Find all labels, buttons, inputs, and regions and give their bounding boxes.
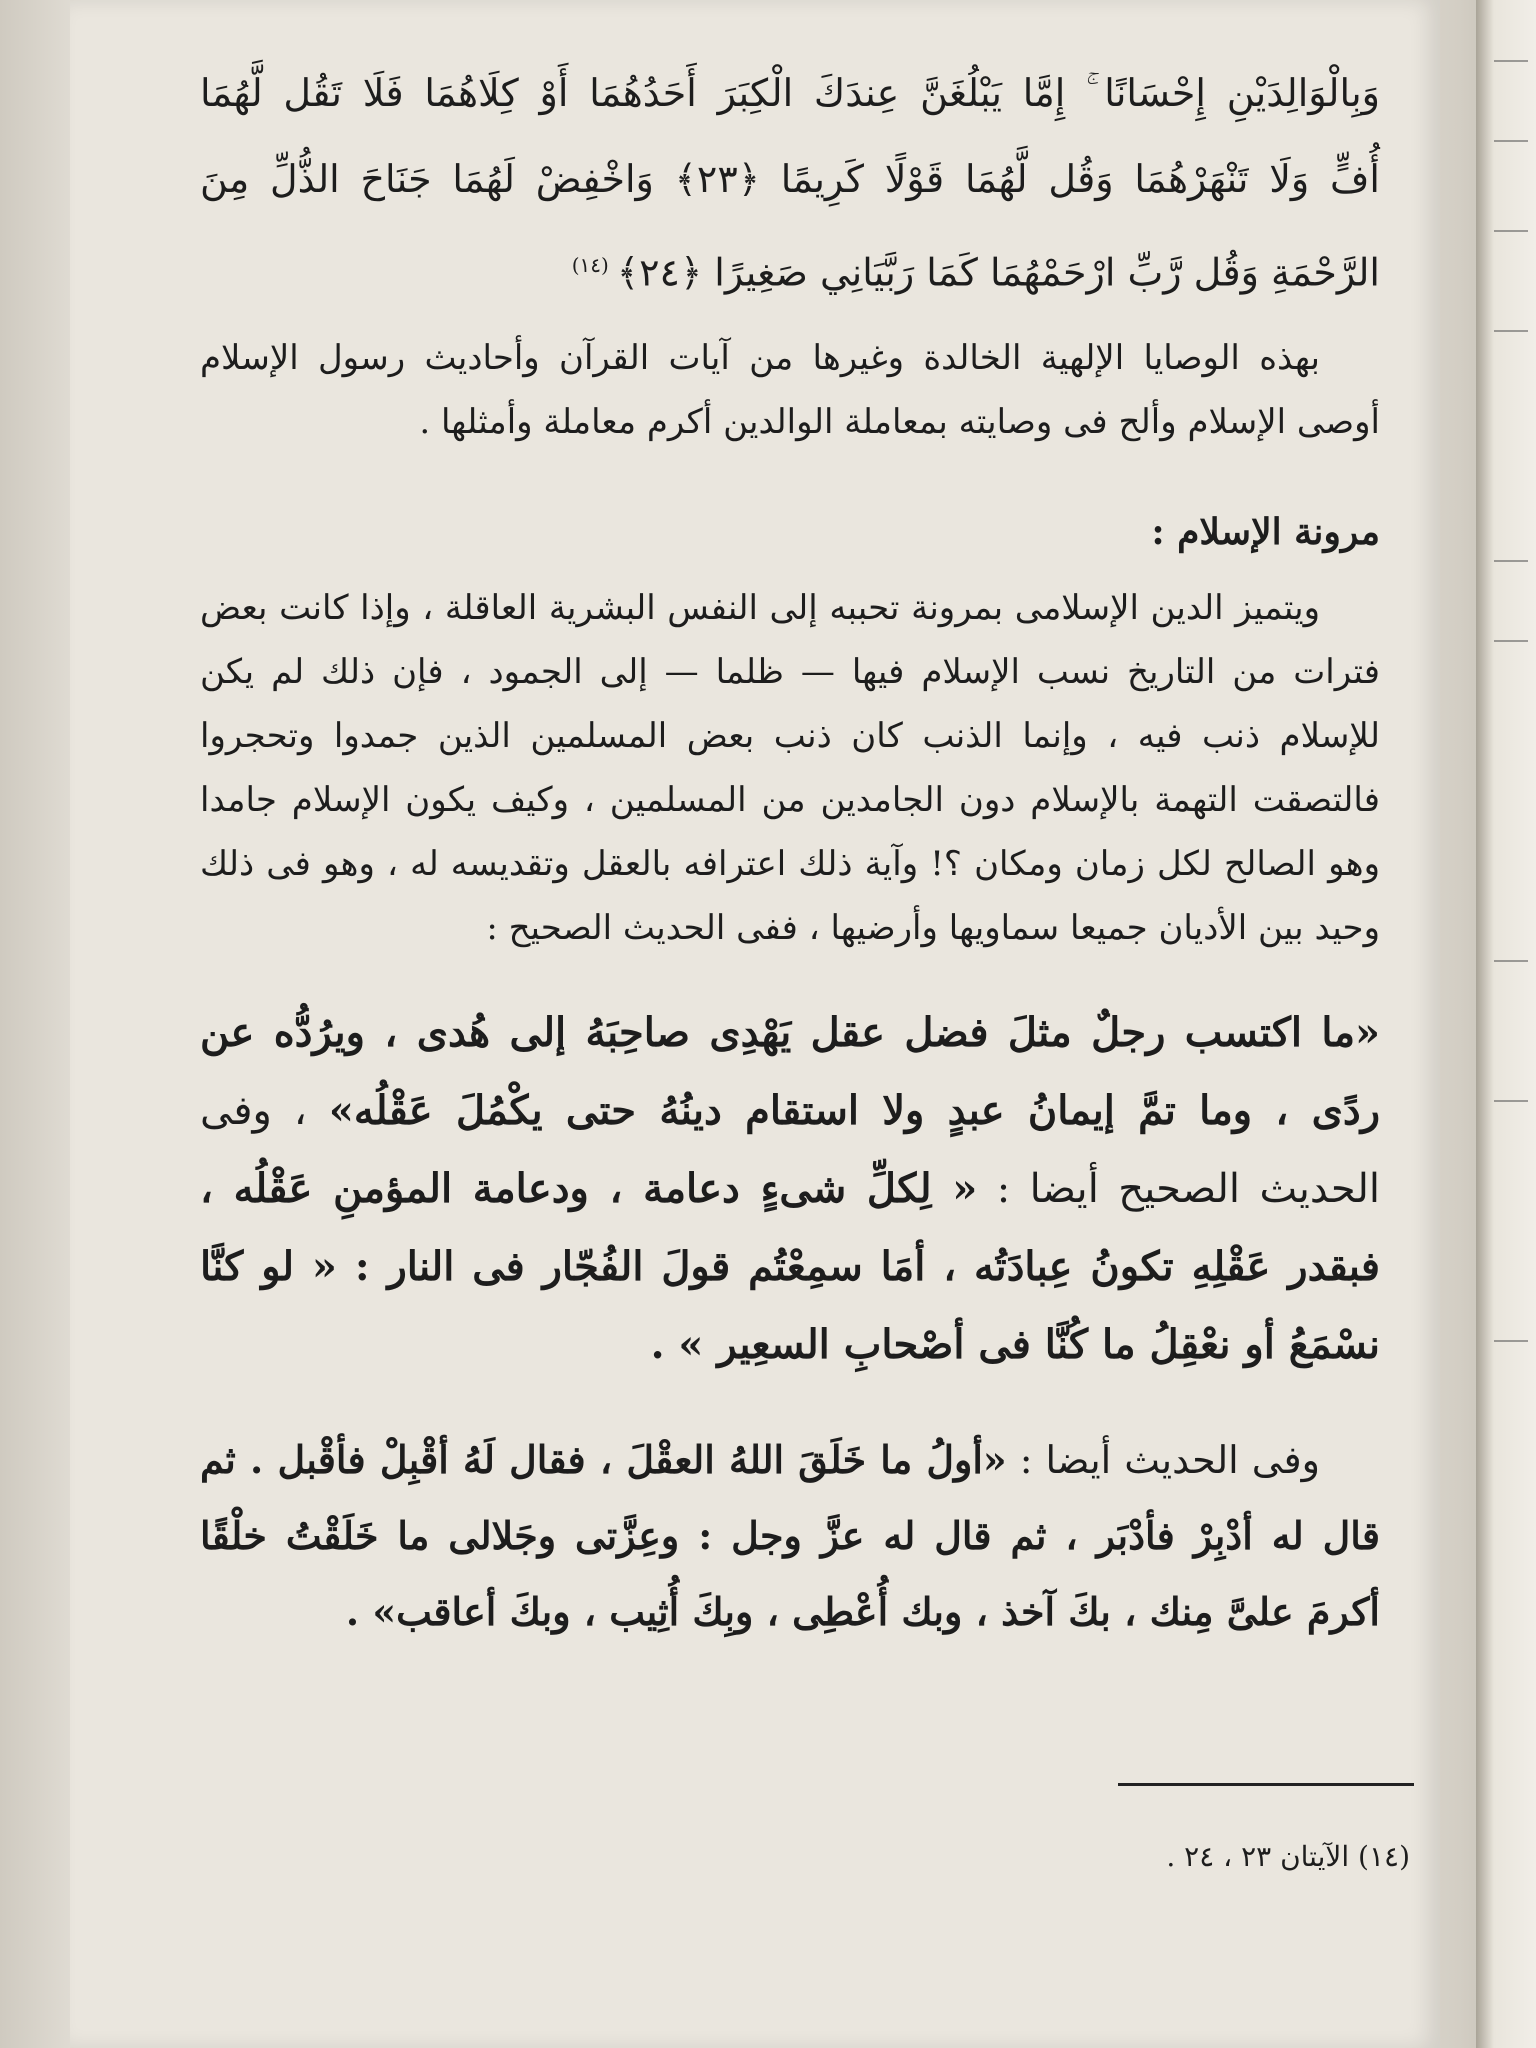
page-text — [200, 50, 1380, 1650]
hadith-quote: «أولُ ما خَلَقَ اللهُ العقْلَ ، فقال لَهُ أقْبِلْ فأقْبل . ثم قال له أدْبِرْ فأدْبَر ، ثم قال له عزَّ وجل : وعِزَّتى وجَلالى ما خَلَقْتُ خلْقًا أكرمَ علىَّ مِنك ، بكَ آخذ ، وبك أُعْطِى ، وبِكَ أُثِيب ، وبكَ أعاقب» . — [200, 1436, 1380, 1634]
handwriting-mark — [1494, 60, 1528, 62]
verse-line — [200, 222, 1380, 316]
hadith-lead: وفى الحديث أيضا : — [1019, 1437, 1320, 1482]
hadith-quote: « لِكلِّ شىءٍ دعامة ، ودعامة المؤمنِ عَقْلُه ، فبقدر عَقْلِهِ تكونُ عِبادَتُه ، أمَا سمِعْتُم قولَ الفُجّار فى النار : « لو كنَّا نسْمَعُ أو نعْقِلُ ما كُنَّا فى أصْحابِ السعِير » . — [200, 1164, 1380, 1368]
hadith-quote: «ما اكتسب رجلٌ مثلَ فضل عقل يَهْدِى صاحِبَهُ إلى هُدى ، ويرُدُّه عن ردًى ، وما تمَّ إيمانُ عبدٍ ولا استقام دينُهُ حتى يكْمُلَ عَقْلُه» — [200, 1008, 1381, 1134]
section-heading: مرونة الإسلام : — [1151, 510, 1380, 553]
footnote: (١٤) الآيتان ٢٣ ، ٢٤ . — [1166, 1840, 1410, 1873]
hadith-paragraph — [200, 994, 1380, 1384]
handwriting-mark — [1494, 640, 1528, 642]
hadith-paragraph — [200, 1422, 1380, 1650]
hadith-connector: ، وفى الحديث الصحيح أيضا : — [200, 1087, 1381, 1212]
handwriting-mark — [1494, 1100, 1528, 1102]
quran-verse-block — [200, 50, 1380, 316]
footnote-reference: (١٤) — [571, 253, 609, 277]
handwriting-mark — [1494, 960, 1528, 962]
verse-line: أُفٍّ وَلَا تَنْهَرْهُمَا وَقُل لَّهُمَا قَوْلًا كَرِيمًا ﴿٢٣﴾ وَاخْفِضْ لَهُمَا جَنَاحَ الذُّلِّ مِنَ — [200, 157, 1380, 201]
footnote-divider — [1118, 1783, 1414, 1786]
verse-line-text: الرَّحْمَةِ وَقُل رَّبِّ ارْحَمْهُمَا كَمَا رَبَّيَانِي صَغِيرًا ﴿٢٤﴾ — [616, 250, 1380, 295]
handwriting-mark — [1494, 230, 1528, 232]
handwriting-mark — [1494, 330, 1528, 332]
paragraph: ويتميز الدين الإسلامى بمرونة تحببه إلى النفس البشرية العاقلة ، وإذا كانت بعض فترات من التاريخ نسب الإسلام فيها — ظلما — إلى الجمود ، فإن ذلك لم يكن للإسلام ذنب فيه ، وإنما الذنب كان ذنب بعض المسلمين الذين جمدوا وتحجروا فالتصقت التهمة بالإسلام دون الجامدين من المسلمين ، وكيف يكون الإسلام جامدا وهو الصالح لكل زمان ومكان ؟! وآية ذلك اعترافه بالعقل وتقديسه له ، وهو فى ذلك وحيد بين الأديان جميعا سماويها وأرضيها ، ففى الحديث الصحيح : — [200, 587, 1380, 948]
verse-line: وَبِالْوَالِدَيْنِ إِحْسَانًا ۚ إِمَّا يَبْلُغَنَّ عِندَكَ الْكِبَرَ أَحَدُهُمَا أَوْ كِلَاهُمَا فَلَا تَقُل لَّهُمَا — [200, 71, 1380, 115]
paragraph: بهذه الوصايا الإلهية الخالدة وغيرها من آيات القرآن وأحاديث رسول الإسلام أوصى الإسلام وألح فى وصايته بمعاملة الوالدين أكرم معاملة وأمثلها . — [200, 337, 1380, 442]
adjacent-page-edge — [1476, 0, 1536, 2048]
handwriting-mark — [1494, 560, 1528, 562]
handwriting-mark — [1494, 140, 1528, 142]
handwriting-mark — [1494, 1340, 1528, 1342]
